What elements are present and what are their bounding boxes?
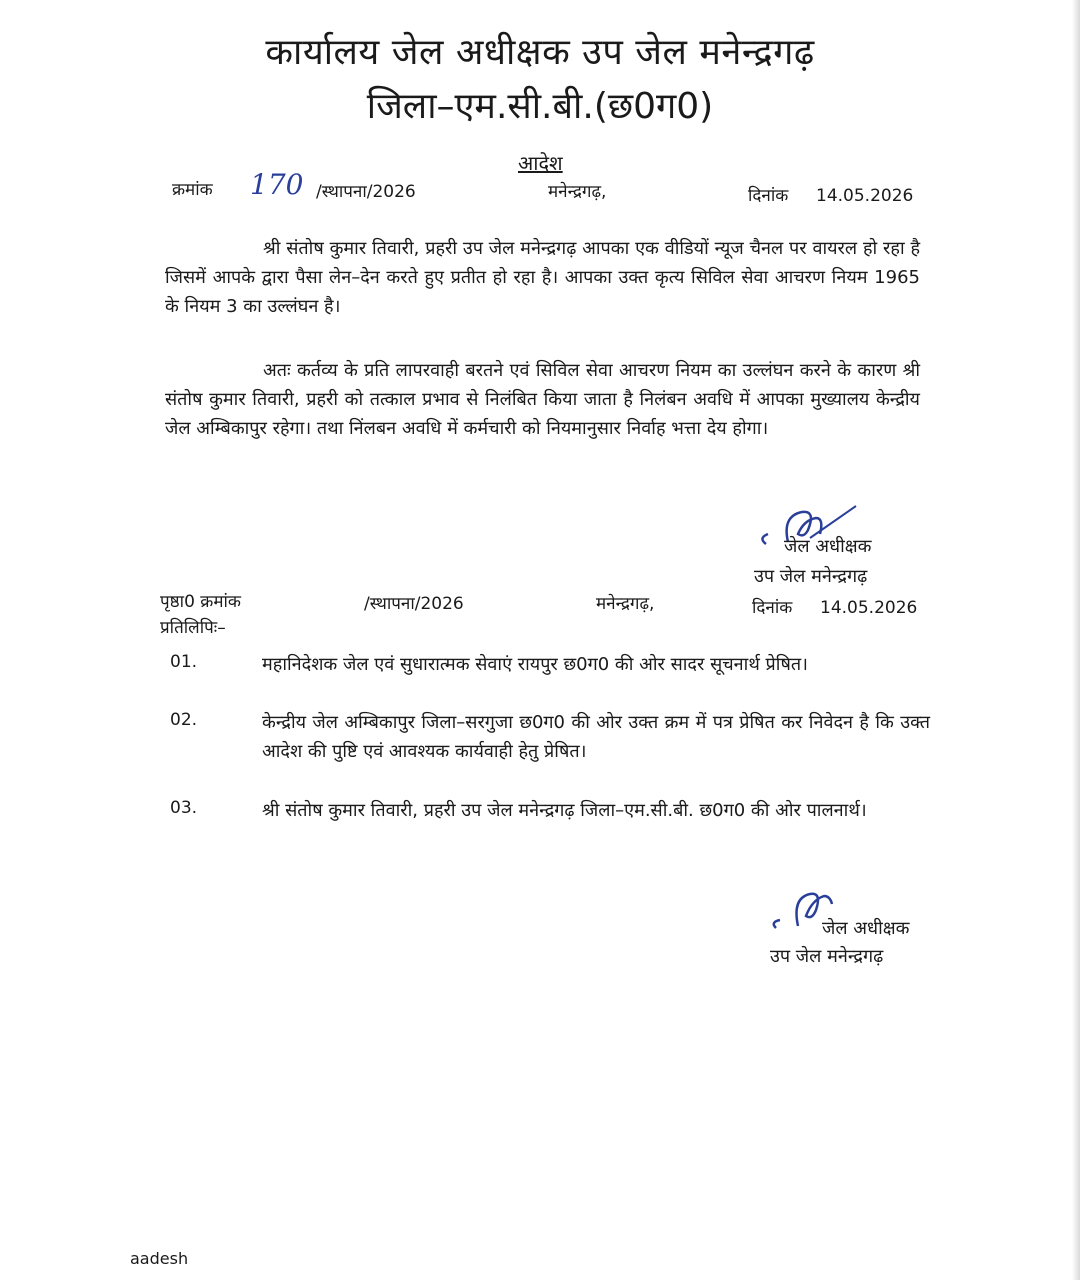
- copy-text-3: श्री संतोष कुमार तिवारी, प्रहरी उप जेल मनेन्द्रगढ़ जिला–एम.सी.बी. छ0ग0 की ओर पालनार्थ।: [262, 800, 867, 821]
- order-suffix: /स्थापना/2026: [316, 182, 416, 202]
- page-edge-shadow: [1072, 0, 1080, 1280]
- kramank-label: क्रमांक: [172, 180, 213, 200]
- endorsement-place: मनेन्द्रगढ़,: [596, 594, 655, 614]
- order-date-label: दिनांक: [748, 186, 789, 206]
- copy-text-2: केन्द्रीय जेल अम्बिकापुर जिला–सरगुजा छ0ग0 की ओर उक्त क्रम में पत्र प्रेषित कर निवेदन है कि उक्त आदेश की पुष्टि एवं आवश्यक कार्यवाही हेतु प्रेषित।: [262, 712, 930, 762]
- copy-text-1: महानिदेशक जेल एवं सुधारात्मक सेवाएं रायपुर छ0ग0 की ओर सादर सूचनार्थ प्रेषित।: [262, 654, 808, 675]
- endorsement-date: 14.05.2026: [820, 598, 918, 618]
- signature-1-office: उप जेल मनेन्द्रगढ़: [754, 566, 868, 587]
- body-paragraph-1: [165, 234, 920, 321]
- handwritten-order-number: 170: [250, 168, 304, 201]
- signature-2-office: उप जेल मनेन्द्रगढ़: [770, 946, 884, 967]
- office-title: कार्यालय जेल अधीक्षक उप जेल मनेन्द्रगढ़: [265, 32, 815, 73]
- para2-text: अतः कर्तव्य के प्रति लापरवाही बरतने एवं सिविल सेवा आचरण नियम का उल्लंघन करने के कारण श्री संतोष कुमार तिवारी, प्रहरी को तत्काल प्रभाव से निलंबित किया जाता है निलंबन अवधि में आपका मुख्यालय केन्द्रीय जेल अम्बिकापुर रहेगा। तथा निंलबन अवधि में कर्मचारी को नियमानुसार निर्वाह भत्ता देय होगा।: [165, 360, 920, 439]
- para1-text: श्री संतोष कुमार तिवारी, प्रहरी उप जेल मनेन्द्रगढ़ आपका एक वीडियों न्यूज चैनल पर वायरल हो रहा है जिसमें आपके द्वारा पैसा लेन–देन करते हुए प्रतीत हो रहा है। आपका उक्त कृत्य सिविल सेवा आचरण नियम 1965 के नियम 3 का उल्लंघन है।: [165, 238, 920, 317]
- signature-2-designation: जेल अधीक्षक: [822, 918, 910, 939]
- body-paragraph-2: [165, 356, 920, 443]
- order-heading: आदेश: [518, 151, 563, 175]
- footer-watermark: aadesh: [130, 1249, 189, 1268]
- order-place: मनेन्द्रगढ़,: [548, 182, 607, 202]
- endorsement-label: पृष्ठा0 क्रमांक: [160, 592, 241, 612]
- copy-number-1: 01.: [170, 652, 198, 672]
- endorsement-date-label: दिनांक: [752, 598, 793, 618]
- signature-1-designation: जेल अधीक्षक: [784, 536, 872, 557]
- endorsement-suffix: /स्थापना/2026: [364, 594, 464, 614]
- order-date: 14.05.2026: [816, 186, 914, 206]
- copy-number-3: 03.: [170, 798, 198, 818]
- copy-label: प्रतिलिपिः–: [160, 618, 226, 638]
- district-title: जिला–एम.सी.बी.(छ0ग0): [366, 86, 714, 127]
- copy-number-2: 02.: [170, 710, 198, 730]
